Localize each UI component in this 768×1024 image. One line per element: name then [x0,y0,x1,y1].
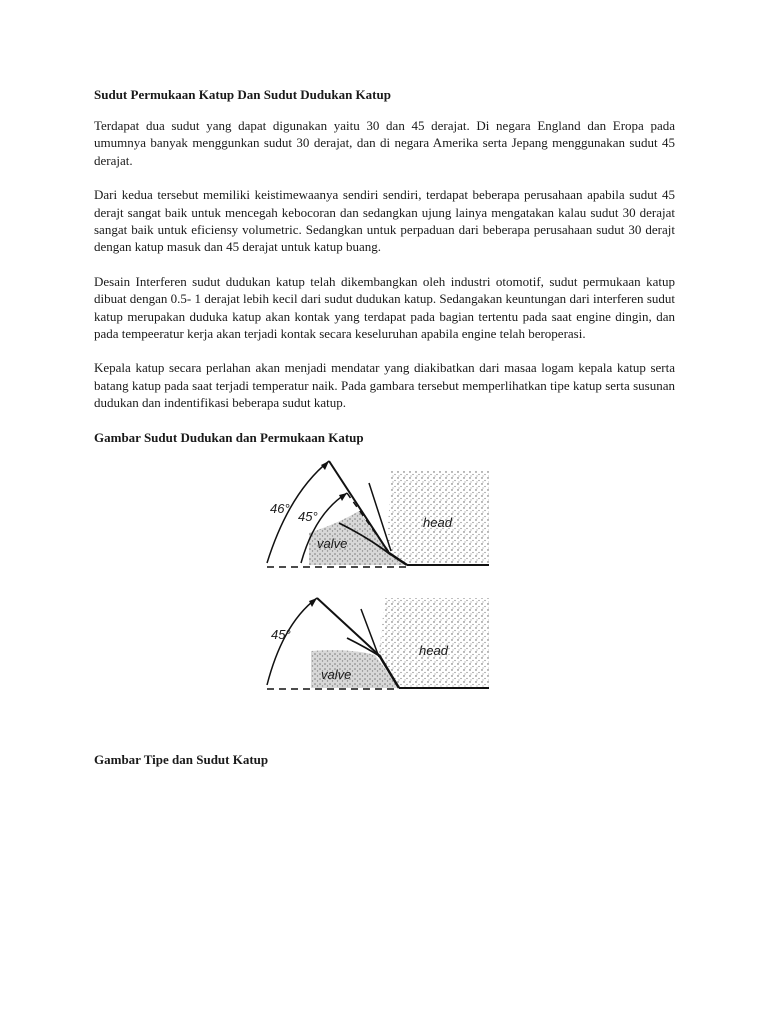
paragraph-1: Terdapat dua sudut yang dapat digunakan yaitu 30 dan 45 derajat. Di negara England dan Eropa pada umumnya banyak menggunkan sudut 30 derajat, dan di negara Amerika serta Jepang menggunakan sudut 45 derajat. [94,118,675,168]
figure-caption-2: Gambar Tipe dan Sudut Katup [94,751,269,767]
angle-45-label-bottom: 45° [271,626,291,642]
paragraph-4: Kepala katup secara perlahan akan menjadi mendatar yang diakibatkan dari masaa logam kepala katup serta batang katup pada saat terjadi temperatur naik. Pada gambara tersebut memperlihatkan tipe katup serta susunan dudukan dan indentifikasi beberapa sudut katup. [94,360,675,411]
head-label-bottom: head [419,642,448,658]
valve-angle-figure [259,453,499,723]
valve-label-bottom: valve [321,666,352,682]
angle-46-label: 46° [270,500,290,516]
angle-45-label-top: 45° [298,508,318,524]
document-page [94,86,675,769]
head-label-top: head [423,514,452,530]
paragraph-2: Dari kedua tersebut memiliki keistimewaanya sendiri sendiri, terdapat beberapa perusahaan apabila sudut 45 derajt sangat baik untuk mencegah kebocoran dan sedangkan ujung lainya mengatakan kalau sudut 30 derajat sangat baik untuk eficiensy volumetric. Sedangkan untuk perpaduan dari beberapa perusahaan sudut 30 derajt dengan katup masuk dan 45 derajat untuk katup buang. [94,187,675,255]
doc-title: Sudut Permukaan Katup Dan Sudut Dudukan Katup [94,87,391,102]
figure-caption-1: Gambar Sudut Dudukan dan Permukaan Katup [94,429,364,445]
bottom-diagram [267,598,489,689]
paragraph-3: Desain Interferen sudut dudukan katup telah dikembangkan oleh industri otomotif, sudut permukaan katup dibuat dengan 0.5- 1 derajat lebih kecil dari sudut dudukan katup. Sedangakan keuntungan dari interferen sudut katup merupakan duduka katup akan kontak yang terdapat pada bagian tertentu pada saat engine dingin, dan pada tempeeratur kerja akan terjadi kontak secara keseluruhan apabila engine telah beroperasi. [94,273,675,342]
valve-diagram [259,453,499,723]
valve-label-top: valve [317,535,348,551]
